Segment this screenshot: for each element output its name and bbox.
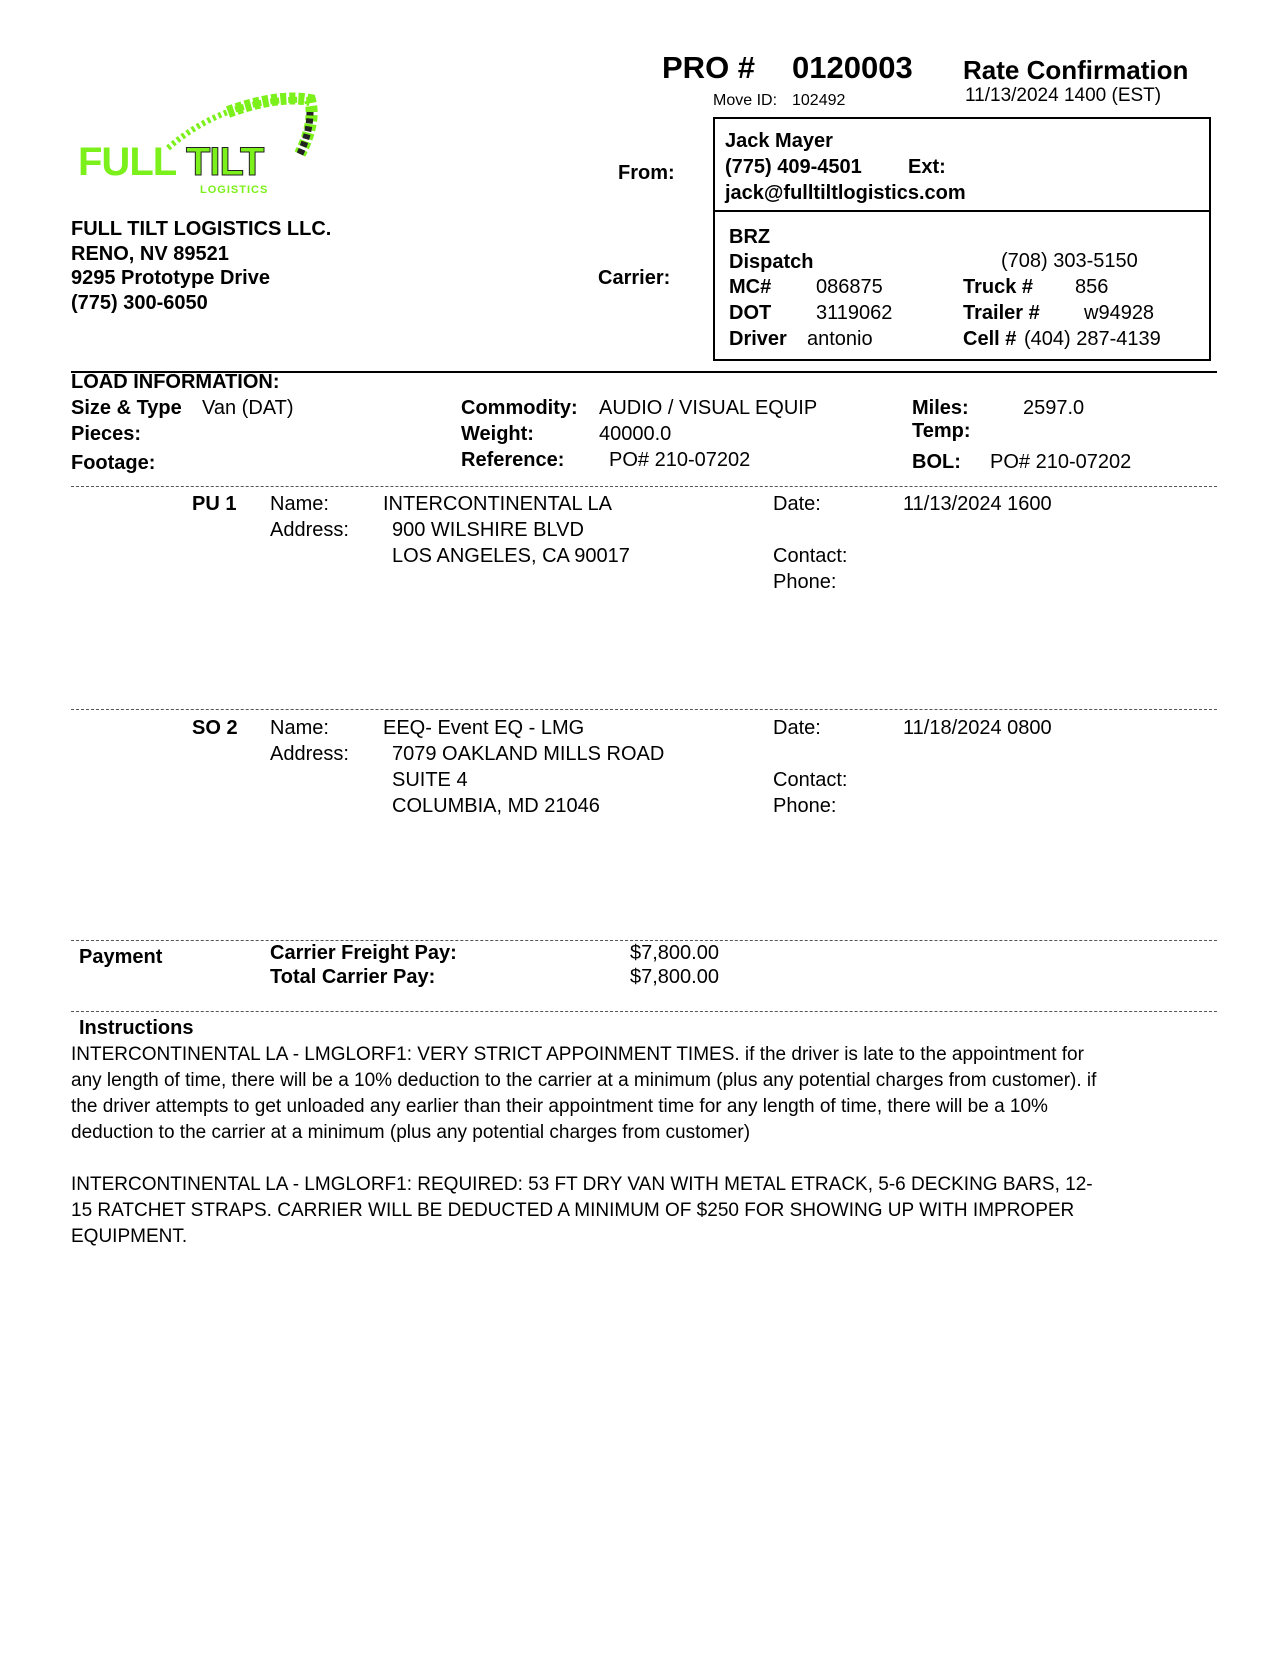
temp-label: Temp:: [912, 420, 971, 442]
from-ext-label: Ext:: [908, 156, 946, 178]
from-email: jack@fulltiltlogistics.com: [725, 182, 966, 204]
stop1-name: INTERCONTINENTAL LA: [383, 493, 612, 515]
miles-label: Miles:: [912, 397, 969, 419]
carrier-truck-value: 856: [1075, 276, 1109, 298]
stop2-address-line: SUITE 4: [392, 769, 468, 791]
pro-number: 0120003: [792, 50, 913, 85]
instruction-paragraph: INTERCONTINENTAL LA - LMGLORF1: REQUIRED: 53 FT DRY VAN WITH METAL ETRACK, 5-6 DECKING BARS, 12-15 RATCHET STRAPS. CARRIER WILL BE DEDUCTED A MINIMUM OF $250 FOR SHOWING UP WITH IMPROPER EQUIPMENT.: [71, 1174, 1093, 1247]
stop2-address-line: 7079 OAKLAND MILLS ROAD: [392, 743, 665, 765]
move-id-label: Move ID:: [713, 92, 778, 109]
miles-value: 2597.0: [1023, 397, 1085, 419]
logo-word-tilt: TILT: [186, 140, 264, 184]
carrier-cell-label: Cell #: [963, 328, 1017, 350]
carrier-mc-label: MC#: [729, 276, 772, 298]
stop2-date: 11/18/2024 0800: [903, 717, 1052, 739]
carrier-trailer-value: w94928: [1084, 302, 1155, 324]
stop2-name-label: Name:: [270, 717, 329, 739]
company-name: FULL TILT LOGISTICS LLC.: [71, 218, 332, 240]
carrier-cell-value: (404) 287-4139: [1024, 328, 1161, 350]
stop1-address-label: Address:: [270, 519, 349, 541]
stop1-address-line: LOS ANGELES, CA 90017: [392, 545, 630, 567]
stop2-phone-label: Phone:: [773, 795, 837, 817]
document-title: Rate Confirmation: [963, 55, 1189, 85]
company-logo: [78, 92, 318, 202]
carrier-dispatch-label: Dispatch: [729, 251, 814, 273]
instructions-rule: [71, 1011, 1217, 1012]
stop2-tag: SO 2: [192, 717, 238, 739]
reference-value: PO# 210-07202: [609, 449, 751, 471]
pieces-label: Pieces:: [71, 423, 142, 445]
freight-pay-value: $7,800.00: [630, 942, 719, 964]
commodity-value: AUDIO / VISUAL EQUIP: [599, 397, 818, 419]
load-heading: LOAD INFORMATION:: [71, 371, 280, 393]
company-street: 9295 Prototype Drive: [71, 267, 270, 289]
stop1-name-label: Name:: [270, 493, 329, 515]
logo-subtitle: LOGISTICS: [200, 184, 269, 196]
stop2-address-label: Address:: [270, 743, 349, 765]
payment-rule: [71, 940, 1217, 941]
from-label: From:: [618, 162, 675, 184]
stop1-rule: [71, 486, 1217, 487]
company-phone: (775) 300-6050: [71, 292, 208, 314]
stop2-date-label: Date:: [773, 717, 821, 739]
size-type-value: Van (DAT): [202, 397, 294, 419]
move-id-value: 102492: [792, 92, 846, 109]
bol-label: BOL:: [912, 451, 961, 473]
carrier-truck-label: Truck #: [963, 276, 1034, 298]
weight-label: Weight:: [461, 423, 534, 445]
carrier-trailer-label: Trailer #: [963, 302, 1040, 324]
footage-label: Footage:: [71, 452, 156, 474]
bol-value: PO# 210-07202: [990, 451, 1132, 473]
size-type-label: Size & Type: [71, 397, 182, 419]
carrier-dispatch-phone: (708) 303-5150: [1001, 250, 1138, 272]
stop1-tag: PU 1: [192, 493, 237, 515]
stop1-date-label: Date:: [773, 493, 821, 515]
carrier-name: BRZ: [729, 226, 771, 248]
carrier-dot-value: 3119062: [816, 302, 893, 324]
carrier-driver-label: Driver: [729, 328, 787, 350]
stop2-contact-label: Contact:: [773, 769, 848, 791]
carrier-driver-value: antonio: [807, 328, 873, 350]
carrier-mc-value: 086875: [816, 276, 883, 298]
pro-label: PRO #: [662, 50, 756, 85]
stop2-address-line: COLUMBIA, MD 21046: [392, 795, 600, 817]
from-contact-name: Jack Mayer: [725, 130, 833, 152]
from-phone: (775) 409-4501: [725, 156, 862, 178]
stop1-address-line: 900 WILSHIRE BLVD: [392, 519, 584, 541]
payment-heading: Payment: [79, 946, 163, 968]
stop1-date: 11/13/2024 1600: [903, 493, 1052, 515]
total-pay-label: Total Carrier Pay:: [270, 966, 436, 988]
stop2-name: EEQ- Event EQ - LMG: [383, 717, 585, 739]
reference-label: Reference:: [461, 449, 565, 471]
instruction-paragraph: INTERCONTINENTAL LA - LMGLORF1: VERY STRICT APPOINMENT TIMES. if the driver is late to the appointment for any length of time, there will be a 10% deduction to the carrier at a minimum (plus any potential charges from customer). if the driver attempts to get unloaded any earlier than their appointment time for any length of time, there will be a 10% deduction to the carrier at a minimum (plus any potential charges from customer): [71, 1044, 1097, 1143]
stop1-contact-label: Contact:: [773, 545, 848, 567]
confirmation-datetime: 11/13/2024 1400 (EST): [965, 85, 1162, 106]
carrier-dot-label: DOT: [729, 302, 772, 324]
logo-word-full: FULL: [78, 140, 177, 184]
stop2-rule: [71, 709, 1217, 710]
stop1-phone-label: Phone:: [773, 571, 837, 593]
instructions-heading: Instructions: [79, 1017, 194, 1039]
company-city: RENO, NV 89521: [71, 243, 229, 265]
carrier-label: Carrier:: [598, 267, 671, 289]
freight-pay-label: Carrier Freight Pay:: [270, 942, 457, 964]
weight-value: 40000.0: [599, 423, 672, 445]
total-pay-value: $7,800.00: [630, 966, 719, 988]
commodity-label: Commodity:: [461, 397, 578, 419]
